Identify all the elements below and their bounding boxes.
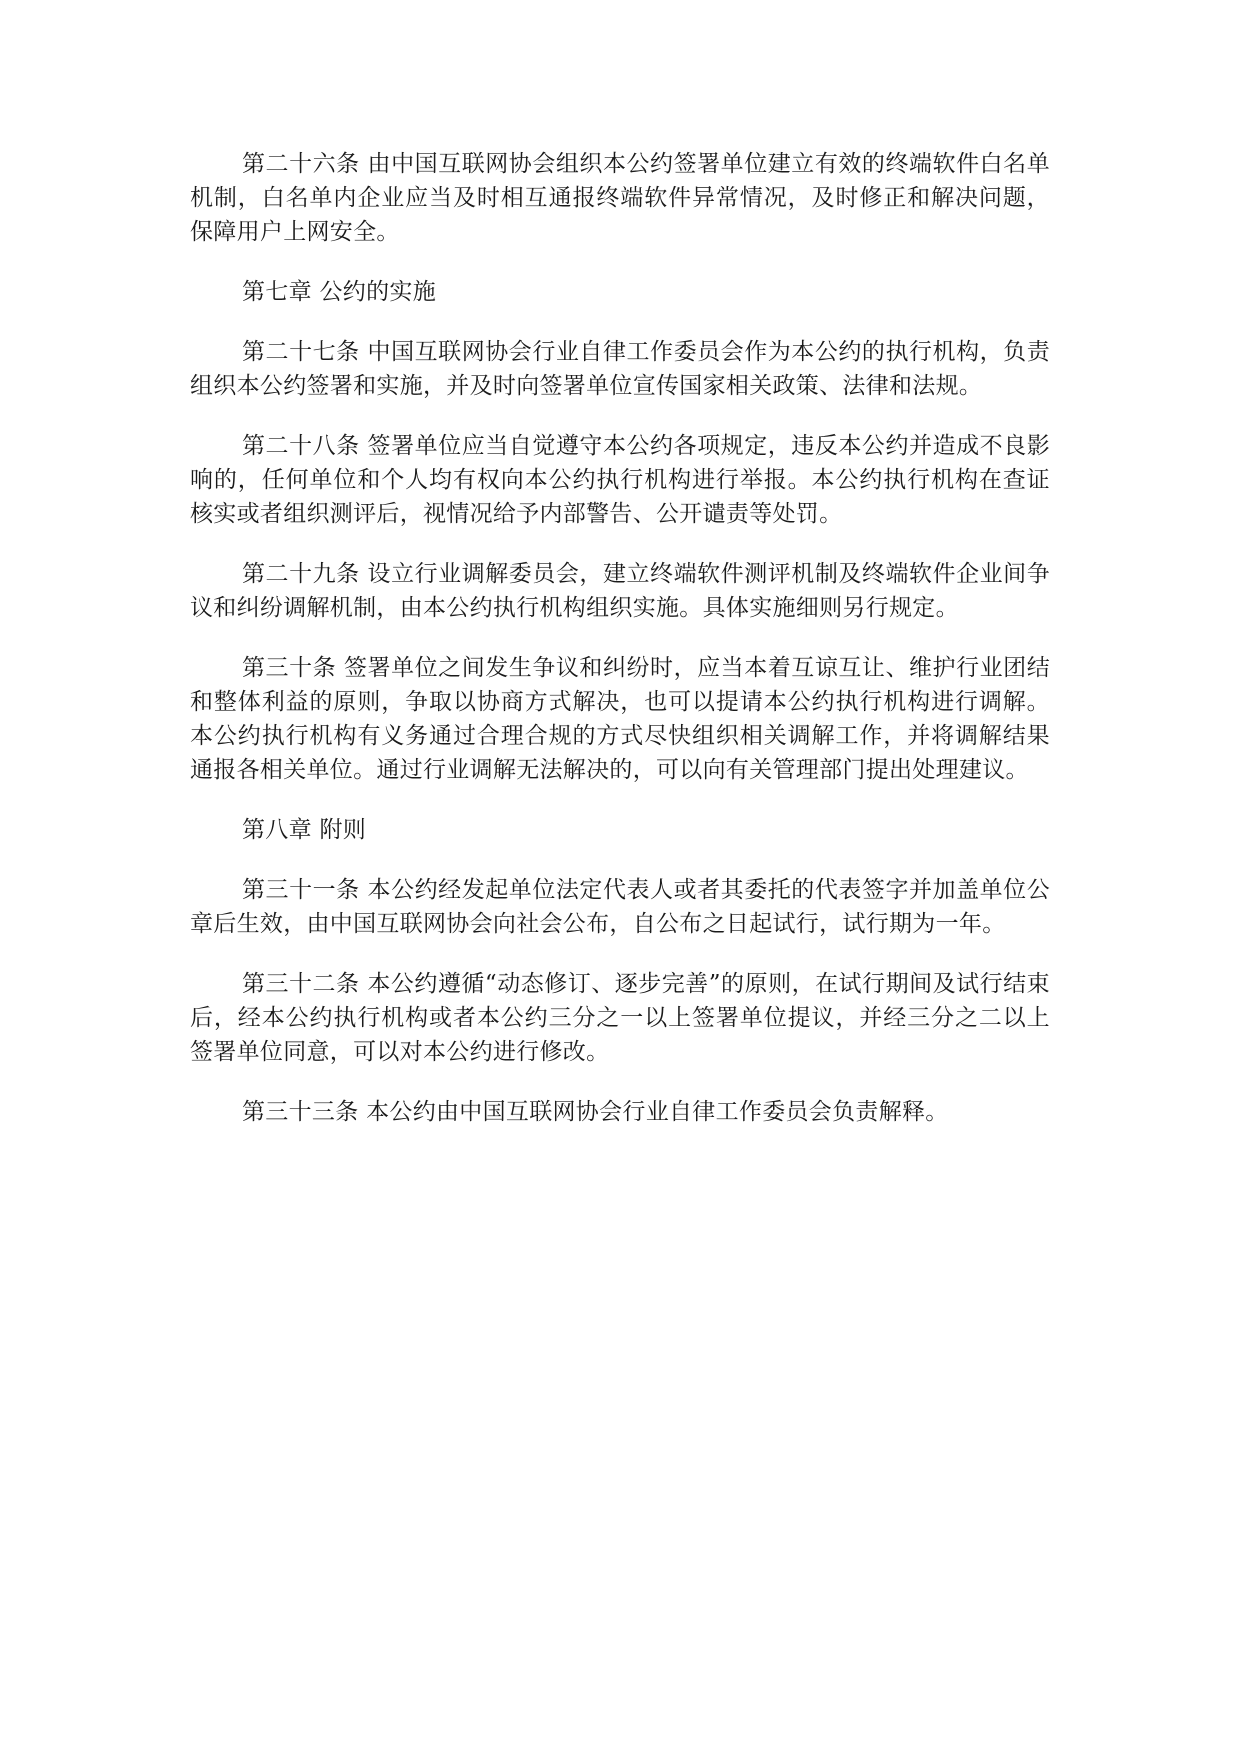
article-26: 第二十六条 由中国互联网协会组织本公约签署单位建立有效的终端软件白名单机制，白名单内企业应当及时相互通报终端软件异常情况，及时修正和解决问题，保障用户上网安全。 <box>190 151 1050 245</box>
article-30: 第三十条 签署单位之间发生争议和纠纷时，应当本着互谅互让、维护行业团结和整体利益的原则，争取以协商方式解决，也可以提请本公约执行机构进行调解。本公约执行机构有义务通过合理合规的方式尽快组织相关调解工作，并将调解结果通报各相关单位。通过行业调解无法解决的，可以向有关管理部门提出处理建议。 <box>190 655 1050 783</box>
article-31: 第三十一条 本公约经发起单位法定代表人或者其委托的代表签字并加盖单位公章后生效，由中国互联网协会向社会公布，自公布之日起试行，试行期为一年。 <box>190 877 1050 937</box>
document-body <box>190 147 1050 1155</box>
article-27: 第二十七条 中国互联网协会行业自律工作委员会作为本公约的执行机构，负责组织本公约签署和实施，并及时向签署单位宣传国家相关政策、法律和法规。 <box>190 339 1050 399</box>
chapter-8-heading: 第八章 附则 <box>242 817 367 843</box>
chapter-7-heading: 第七章 公约的实施 <box>242 279 437 305</box>
article-33: 第三十三条 本公约由中国互联网协会行业自律工作委员会负责解释。 <box>242 1099 949 1125</box>
article-32: 第三十二条 本公约遵循“动态修订、逐步完善”的原则，在试行期间及试行结束后，经本公约执行机构或者本公约三分之一以上签署单位提议，并经三分之二以上签署单位同意，可以对本公约进行修改。 <box>190 971 1050 1065</box>
article-29: 第二十九条 设立行业调解委员会，建立终端软件测评机制及终端软件企业间争议和纠纷调解机制，由本公约执行机构组织实施。具体实施细则另行规定。 <box>190 561 1050 621</box>
article-28: 第二十八条 签署单位应当自觉遵守本公约各项规定，违反本公约并造成不良影响的，任何单位和个人均有权向本公约执行机构进行举报。本公约执行机构在查证核实或者组织测评后，视情况给予内部警告、公开谴责等处罚。 <box>190 433 1050 527</box>
